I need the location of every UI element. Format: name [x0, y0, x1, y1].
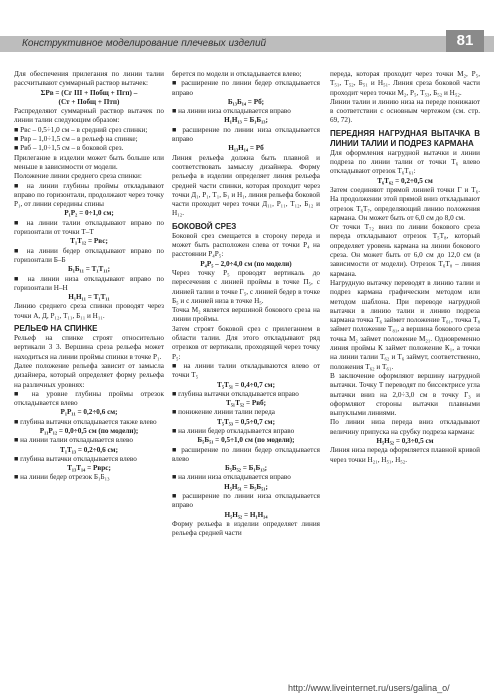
- formula: Н₁Н₁₃ = Б₁Б₁₃;: [224, 116, 268, 125]
- bullet-item: ■ на линии низа откладывают вправо по горизонтали Н–Н: [14, 274, 164, 292]
- paragraph: Форму рельефа в изделии определяет линия рельефа средней части: [172, 519, 320, 538]
- paragraph: В заключение оформляют вершину нагрудной вытачки. Точку Т переводят по биссектрисе угла вытачки вниз на 2,0÷3,0 см в точку Г₃ и оформляют стороны вытачки плавными выпуклыми линиями.: [330, 371, 480, 418]
- section-heading: РЕЛЬЕФ НА СПИНКЕ: [14, 324, 98, 334]
- bullet-item: ■ расширение по линии бедер откладывается вправо: [172, 79, 320, 97]
- paragraph: Распределяют суммарный раствор вытачек по линии талии следующим образом:: [14, 107, 164, 125]
- formula: Б₁₃Б₁₄ = Рб;: [227, 97, 265, 106]
- page-number: 81: [446, 30, 484, 52]
- bullet-item: ■ на линии талии откладываются влево от точки Т₅: [172, 361, 320, 380]
- section-heading: БОКОВОЙ СРЕЗ: [172, 221, 237, 231]
- formula: Т₆Т₆₂ = 0,2÷0,5 см: [377, 176, 433, 185]
- bullet-item: ■ на линии талии откладывается влево: [14, 436, 133, 445]
- text-column-3: [330, 70, 480, 465]
- formula: Т₁Т₁₂ = Рвс;: [70, 237, 108, 246]
- paragraph: По линии низа переда вниз откладывают величину припуска на срубку подреза кармана:: [330, 418, 480, 436]
- paragraph: Линию среднего среза спинки проводят через точки А, Д, Р₁₂, Т₁₁, Б₁₁ и Н₁₁.: [14, 302, 164, 320]
- section-heading: ПЕРЕДНЯЯ НАГРУДНАЯ ВЫТАЧКА В ЛИНИИ ТАЛИИ И ПОДРЕЗ КАРМАНА: [330, 128, 480, 148]
- paragraph: Затем строят боковой срез с прилеганием в области талии. Для этого откладывают ряд отрезков от вертикали, проходящей через точку Р₅:: [172, 324, 320, 361]
- formula: Т₅Т₅₃ = 0,5÷0,7 см;: [217, 417, 275, 426]
- bullet-item: ■ на линии бедер отрезок Б₁Б₁₃: [14, 473, 110, 482]
- text-column-2: [172, 70, 320, 539]
- paragraph: Положение линии среднего среза спинки:: [14, 172, 142, 181]
- paragraph: Для оформления нагрудной вытачки и линии подреза по линии талии от точки Т₆ влево откладывают отрезок Т₆Т₆₁:: [330, 148, 480, 176]
- formula: Н₁Н₁₁ = Т₁Т₁₁: [68, 293, 110, 302]
- bullet-item: ■ глубина вытачки откладывается вправо: [172, 389, 299, 398]
- bullet-item: ■ на линии низа откладывается вправо: [172, 107, 291, 116]
- formula: Т₅₁Т₅₂ = Рвб;: [225, 399, 267, 408]
- bullet-item: ■ Рвр – 1,0÷1,5 см – в рельеф на спинке;: [14, 135, 138, 144]
- paragraph: Прилегание в изделии может быть больше или меньше в зависимости от модели.: [14, 153, 164, 171]
- paragraph: Линия низа переда оформляется плавной кривой через точки Н₂₁, Н₅₁, Н₅₂.: [330, 446, 480, 464]
- bullet-item: ■ на линии бедер откладывают вправо по горизонтали Б–Б: [14, 246, 164, 264]
- paragraph: Через точку Р₅ проводят вертикаль до пересечения с линией проймы в точке П₅, с линией талии в точке Г₅, с линией бедер в точке Б₅ и с линией низа в точке Н₅.: [172, 268, 320, 305]
- bullet-item: ■ на уровне глубины проймы отрезок откладывается влево: [14, 389, 164, 408]
- bullet-item: ■ на линии талии откладывают вправо по горизонтали от точки Т–Т: [14, 218, 164, 237]
- paragraph: берется по модели и откладывается влево;: [172, 70, 302, 78]
- bullet-item: ■ Рвб – 1,0÷1,5 см – в боковой срез.: [14, 144, 124, 153]
- bullet-item: ■ расширение по линии низа откладывается вправо: [172, 125, 320, 144]
- formula: Т₅Т₅₁ = 0,4÷0,7 см;: [217, 380, 275, 389]
- formula: Т₁₃Т₁₄ = Рврс;: [67, 464, 111, 473]
- page-header: [0, 0, 494, 52]
- formula: Б₅Б₅₁ = 0,5÷1,0 см (по модели);: [197, 436, 295, 445]
- paragraph: Боковой срез смещается в сторону переда и может быть расположен слева от точки Р₄ на расстоянии Р₄Р₅:: [172, 231, 320, 259]
- formula: (Ст + Побщ + Птп): [58, 97, 120, 106]
- formula: Р₁₁Р₁₂ = 0,0÷0,5 см (по модели);: [39, 426, 139, 435]
- formula: Н₅Н₅₂ = 0,3÷0,5 см: [376, 436, 434, 445]
- paragraph: Затем соединяют прямой линией точки Г и Т₆. На продолжении этой прямой вниз откладывают отрезок Т₆Т₇, определяющий линию положения кармана. Он может быть от 6,0 см до 8,0 см.: [330, 185, 480, 222]
- paragraph: Рельеф на спинке строят относительно вертикали 3 3. Вершина среза рельефа может находиться на линии проймы спинки в точке Р₁.: [14, 334, 164, 361]
- formula: Т₁Т₁₃ = 0,2÷0,6 см;: [60, 445, 118, 454]
- paragraph: От точки Т₇₂ вниз по линии бокового среза переда откладывают отрезок Т₅Т₈, который определяет уровень кармана на линии бокового среза. Он может быть от 6,0 см до 12,0 см (в зависимости от модели). Отрезок Т₆Т₈ – линия кармана.: [330, 223, 480, 278]
- bullet-item: ■ на линии бедер откладывается вправо: [172, 426, 295, 435]
- formula: Н₁₃Н₁₄ = Рб: [228, 144, 264, 153]
- bullet-item: ■ на линии низа откладывается вправо: [172, 473, 291, 482]
- text-column-1: [14, 70, 164, 483]
- formula: Р₁Р₁₁ = 0,2÷0,6 см;: [60, 408, 118, 417]
- formula: ΣРв = (Сг III + Побщ + Пгп) –: [40, 88, 138, 97]
- bullet-item: ■ расширение по линии низа откладывается вправо: [172, 492, 320, 510]
- formula: Б₅Б₅₂ = Б₁Б₁₃;: [224, 464, 268, 473]
- paragraph: Далее положение рельефа зависит от замысла дизайнера, который определяет форму рельефа на различных уровнях:: [14, 361, 164, 389]
- bullet-item: ■ на линии глубины проймы откладывают вправо по горизонтали, продолжают через точку Р₁, от линии середины спины: [14, 181, 164, 209]
- paragraph: Линии талии и линию низа на переде понижают в соответствии с основным чертежом (см. стр. 69, 72).: [330, 97, 480, 125]
- bullet-item: ■ расширение по линии бедер откладывается влево: [172, 445, 320, 463]
- paragraph: Точка М₂ является вершиной бокового среза на линии проймы.: [172, 306, 320, 324]
- bullet-item: ■ понижение линии талии переда: [172, 408, 275, 417]
- paragraph: переда, которая проходит через точки М₂, Р₅, Т₅₁, Т₅₂, Б₅₁ и Н₅₁. Линия среза боковой части проходит через точки М₂, Р₅, Т₅₃, Б₅₂ и Н₅₂.: [330, 70, 480, 97]
- formula: Н₅Н₅₂ = Н₁Н₁₄: [224, 510, 268, 519]
- formula: Н₅Н₅₁ = Б₅Б₅₁;: [224, 482, 268, 491]
- paragraph: Для обеспечения прилегания по линии талии рассчитывают суммарный раствор вытачек:: [14, 70, 164, 88]
- formula: Р₁Р₂ = 0÷1,0 см;: [64, 209, 114, 218]
- bullet-item: ■ глубина вытачки откладывается влево: [14, 454, 137, 463]
- paragraph: Линия рельефа должна быть плавной и соответствовать замыслу дизайнера. Форму рельефа в изделии определяет линия рельефа средней части спинки, которая проходит через точки Д₁, Р₁, Т₁, Б₁ и Н₁, линия рельефа боковой части проходит через точки Д₁₁, Р₁₁, Т₁₂, Б₁₂ и Н₁₂.: [172, 153, 320, 218]
- footer-url: http://www.liveinternet.ru/users/galina_o/: [288, 683, 450, 693]
- formula: Б₁Б₁₁ = Т₁Т₁₁;: [67, 265, 111, 274]
- bullet-item: ■ глубина вытачки откладывается также влево: [14, 417, 157, 426]
- running-title: Конструктивное моделирование плечевых изделий: [22, 38, 267, 49]
- formula: Р₄Р₅ – 2,0÷4,0 см (по модели): [200, 259, 292, 268]
- bullet-item: ■ Рвс – 0,5÷1,0 см – в средний срез спинки;: [14, 125, 148, 134]
- paragraph: Нагрудную вытачку переводят в линию талии и подрез кармана графическим методом или методом шаблона. При переводе нагрудной вытачки в линию талии и линию подреза кармана точка Т₆ займет положение Т₆₁, точка Т₈ займет положение Т₈₁, а вершина бокового среза точка М₂ займет положение М₂₁. Одновременно линия проймы К займет положение К₁, а точки на линии талии Т₆₂ и Т₆ займут, соответственно, положения Т₆₂ и Т₆₁.: [330, 278, 480, 371]
